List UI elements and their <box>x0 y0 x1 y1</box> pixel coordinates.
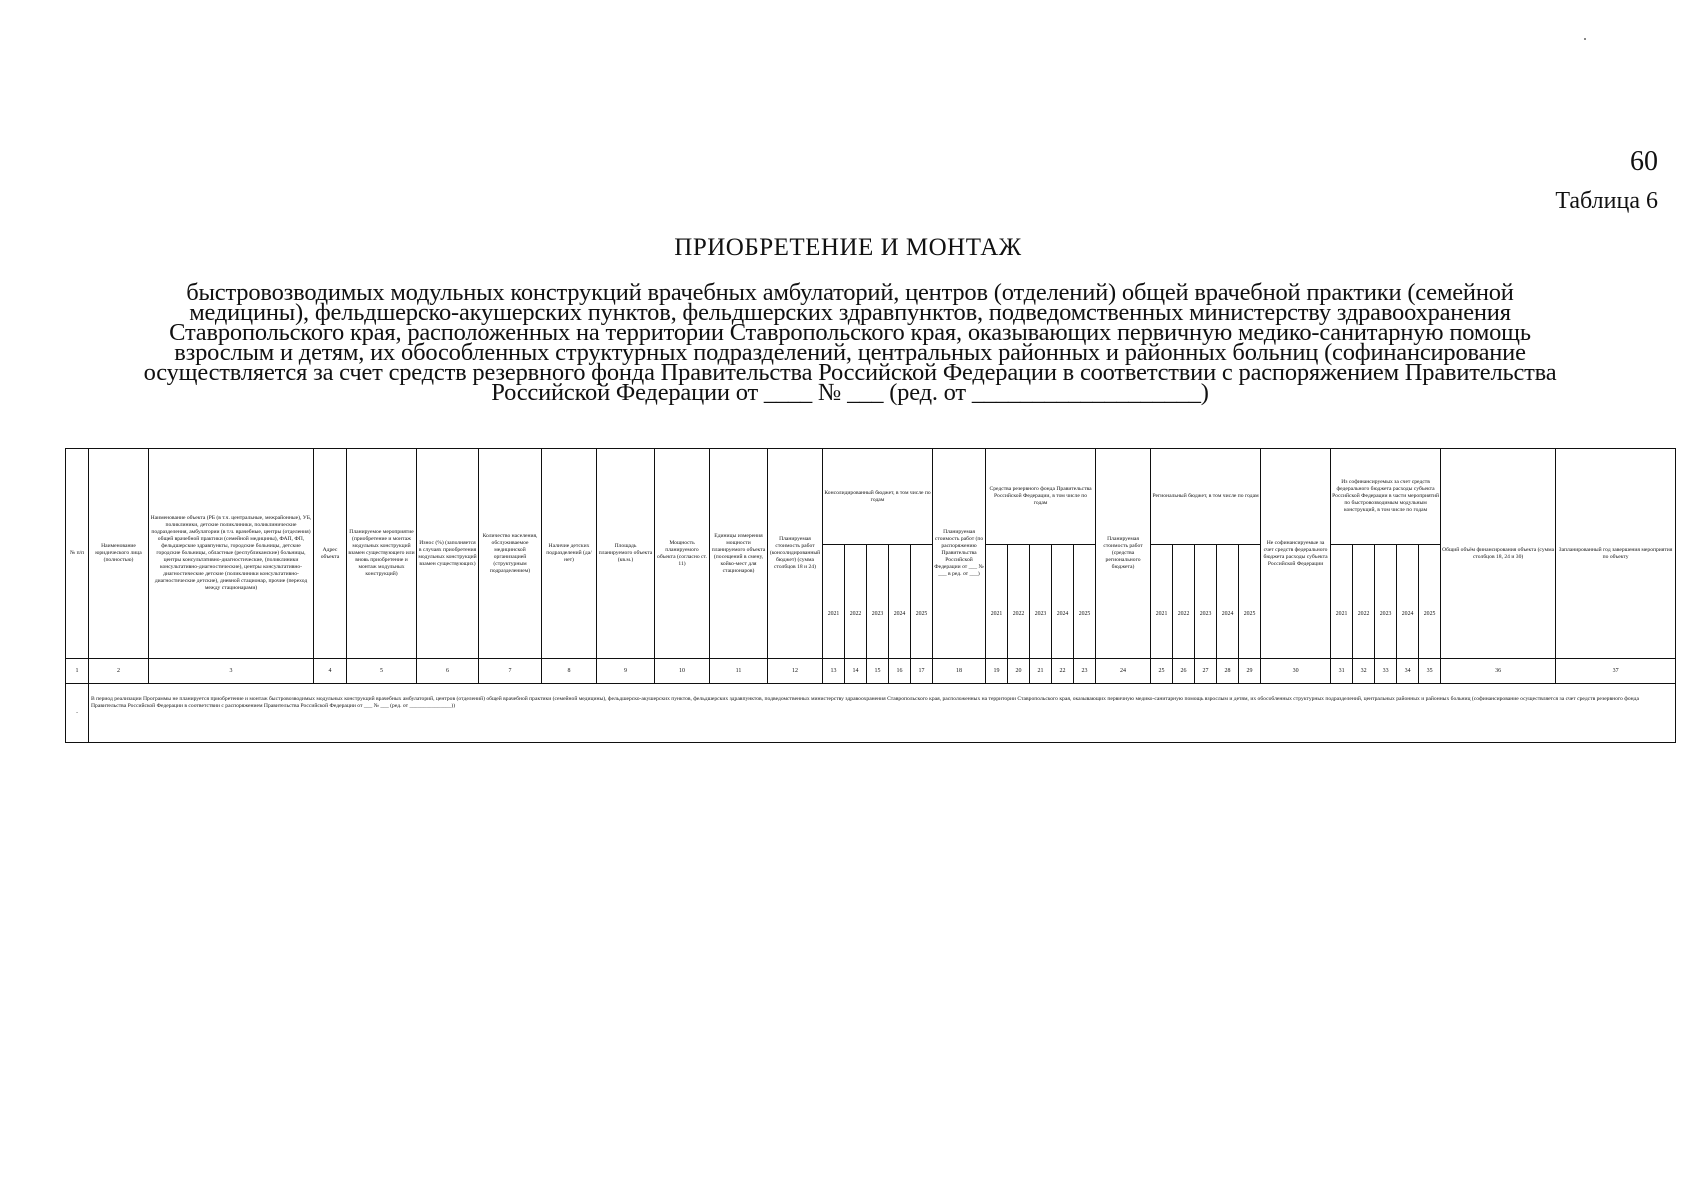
header-group-cell: Средства резервного фонда Правительства Российской Федерации, в том числе по годам <box>986 449 1096 545</box>
year-cell: 2022 <box>1173 545 1195 659</box>
column-number-cell: 5 <box>347 659 417 684</box>
year-cell: 2021 <box>986 545 1008 659</box>
header-cell: Наименование юридического лица (полностью) <box>89 449 149 659</box>
column-number-row <box>66 659 1676 684</box>
column-number-cell: 12 <box>768 659 823 684</box>
scan-speck <box>1584 38 1586 40</box>
year-cell: 2024 <box>1217 545 1239 659</box>
year-cell: 2024 <box>889 545 911 659</box>
column-number-cell: 34 <box>1397 659 1419 684</box>
year-cell: 2025 <box>1074 545 1096 659</box>
column-number-cell: 27 <box>1195 659 1217 684</box>
subtitle-line: медицины), фельдшерско-акушерских пунктов, фельдшерских здравпунктов, подведомственных министерству здравоохранения <box>189 299 1511 326</box>
subtitle-line: Российской Федерации от ____ № ___ (ред. от ___________________) <box>491 379 1209 406</box>
year-cell: 2023 <box>1375 545 1397 659</box>
column-number-cell: 33 <box>1375 659 1397 684</box>
column-number-cell: 2 <box>89 659 149 684</box>
header-cell: Не софинансируемые за счет средств федерального бюджета расходы субъекта Российской Федерации <box>1261 449 1331 659</box>
column-number-cell: 28 <box>1217 659 1239 684</box>
header-cell: Наименование объекта (РБ (в т.ч. центральные, межрайонные), УБ, поликлиники, детские поликлиники, поликлинические подразделения, амбулатории (в т.ч. врачебные, центры (отделения) общей врачебной практики (семейной медицины), ФАП, ФП, фельдшерские здравпункты, городские больницы, детские городские больницы, областные (республиканские) больницы, центры консультативно-диагностические, (поликлиники консультативно-диагностические), центры консультативно-диагностические детские (поликлиники консультативно-диагностические детские), дневной стационар, прочие (переход между стационарами) <box>149 449 314 659</box>
header-cell: Запланированный год завершения мероприятия по объекту <box>1556 449 1676 659</box>
year-cell: 2025 <box>911 545 933 659</box>
document-subtitle <box>85 279 1615 406</box>
column-number-cell: 24 <box>1096 659 1151 684</box>
year-cell: 2024 <box>1397 545 1419 659</box>
document-title: ПРИОБРЕТЕНИЕ И МОНТАЖ <box>674 234 1022 261</box>
header-cell: Мощность планируемого объекта (согласно ст. 11) <box>655 449 710 659</box>
column-number-cell: 37 <box>1556 659 1676 684</box>
year-cell: 2024 <box>1052 545 1074 659</box>
note-marker: - <box>66 684 89 743</box>
header-group-cell: Из софинансируемых за счет средств федерального бюджета расходы субъекта Российской Федерации в части мероприятий по быстровозводимым модульным конструкций, в том числе по годам <box>1331 449 1441 545</box>
year-cell: 2025 <box>1239 545 1261 659</box>
header-cell: Общий объём финансирования объекта (сумма столбцов 18, 24 и 30) <box>1441 449 1556 659</box>
header-cell: Количество населения, обслуживаемое медицинской организацией (структурным подразделением) <box>479 449 542 659</box>
column-number-cell: 8 <box>542 659 597 684</box>
column-number-cell: 11 <box>710 659 768 684</box>
year-cell: 2023 <box>1030 545 1052 659</box>
header-group-cell: Региональный бюджет, в том числе по годам <box>1151 449 1261 545</box>
header-cell: Планируемая стоимость работ (средства регионального бюджета) <box>1096 449 1151 659</box>
column-number-cell: 23 <box>1074 659 1096 684</box>
column-number-cell: 20 <box>1008 659 1030 684</box>
column-number-cell: 16 <box>889 659 911 684</box>
subtitle-line: Ставропольского края, расположенных на территории Ставропольского края, оказывающих первичную медико-санитарную помощь <box>169 319 1531 346</box>
column-number-cell: 26 <box>1173 659 1195 684</box>
year-cell: 2021 <box>1151 545 1173 659</box>
subtitle-line: быстровозводимых модульных конструкций врачебных амбулаторий, центров (отделений) общей врачебной практики (семейной <box>186 279 1514 306</box>
column-number-cell: 1 <box>66 659 89 684</box>
header-group-cell: Консолидированный бюджет, в том числе по годам <box>823 449 933 545</box>
column-number-cell: 9 <box>597 659 655 684</box>
column-number-cell: 31 <box>1331 659 1353 684</box>
year-cell: 2022 <box>1353 545 1375 659</box>
column-number-cell: 29 <box>1239 659 1261 684</box>
year-cell: 2025 <box>1419 545 1441 659</box>
column-number-cell: 3 <box>149 659 314 684</box>
page-number: 60 <box>1630 146 1658 177</box>
column-number-cell: 7 <box>479 659 542 684</box>
column-number-cell: 10 <box>655 659 710 684</box>
column-number-cell: 36 <box>1441 659 1556 684</box>
column-number-cell: 17 <box>911 659 933 684</box>
column-number-cell: 14 <box>845 659 867 684</box>
column-number-cell: 6 <box>417 659 479 684</box>
header-cell: Планируемая стоимость работ (по распоряжению Правительства Российской Федерации от ___ № ___ в ред. от ___) <box>933 449 986 659</box>
column-number-cell: 4 <box>314 659 347 684</box>
subtitle-line: осуществляется за счет средств резервного фонда Правительства Российской Федерации в соответствии с распоряжением Правительства <box>143 359 1557 386</box>
subtitle-line: взрослым и детям, их обособленных структурных подразделений, центральных районных и районных больниц (софинансирование <box>174 339 1526 366</box>
column-number-cell: 15 <box>867 659 889 684</box>
column-number-cell: 21 <box>1030 659 1052 684</box>
header-cell: Износ (%) (заполняется в случаях приобретения модульных конструкций взамен существующих) <box>417 449 479 659</box>
year-cell: 2021 <box>823 545 845 659</box>
header-cell: Планируемое мероприятие (приобретение и монтаж модульных конструкций взамен существующего или вновь приобретение и монтаж модульных конструкций) <box>347 449 417 659</box>
year-cell: 2021 <box>1331 545 1353 659</box>
table-header-row <box>66 449 1676 545</box>
header-cell: № п/п <box>66 449 89 659</box>
column-number-cell: 22 <box>1052 659 1074 684</box>
year-cell: 2022 <box>1008 545 1030 659</box>
funding-table <box>65 448 1676 743</box>
header-cell: Единицы измерения мощности планируемого объекта (посещений в смену, койко-мест для стационаров) <box>710 449 768 659</box>
table-label: Таблица 6 <box>1555 188 1658 214</box>
header-cell: Наличие детских подразделений (да/нет) <box>542 449 597 659</box>
column-number-cell: 25 <box>1151 659 1173 684</box>
header-cell: Адрес объекта <box>314 449 347 659</box>
header-cell: Площадь планируемого объекта (кв.м.) <box>597 449 655 659</box>
column-number-cell: 32 <box>1353 659 1375 684</box>
column-number-cell: 30 <box>1261 659 1331 684</box>
column-number-cell: 13 <box>823 659 845 684</box>
year-cell: 2023 <box>1195 545 1217 659</box>
table-note-row <box>66 684 1676 743</box>
column-number-cell: 19 <box>986 659 1008 684</box>
header-cell: Планируемая стоимость работ (консолидированный бюджет) (сумма столбцов 18 и 24) <box>768 449 823 659</box>
note-text: В период реализации Программы не планируется приобретение и монтаж быстровозводимых модульных конструкций врачебных амбулаторий, центров (отделений) общей врачебной практики (семейной медицины), фельдшерско-акушерских пунктов, фельдшерских здравпунктов, подведомственных министерству здравоохранения Ставропольского края, расположенных на территории Ставропольского края, оказывающих первичную медико-санитарную помощь взрослым и детям, их обособленных структурных подразделений, центральных районных и районных больниц (софинансирование осуществляется за счет средств резервного фонда Правительства Российской Федерации в соответствии с распоряжением Правительства Российской Федерации от ___ № ___ (ред. от _______________)) <box>89 684 1676 743</box>
year-cell: 2022 <box>845 545 867 659</box>
year-cell: 2023 <box>867 545 889 659</box>
column-number-cell: 35 <box>1419 659 1441 684</box>
column-number-cell: 18 <box>933 659 986 684</box>
